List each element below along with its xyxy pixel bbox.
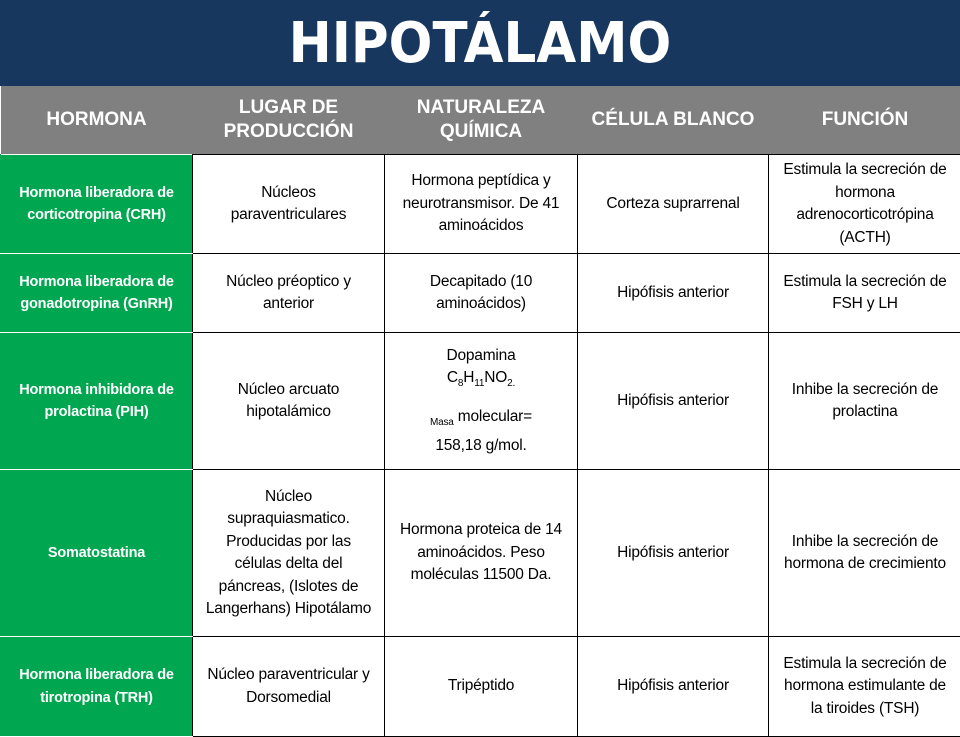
cell-hormona: Somatostatina (1, 470, 193, 637)
formula-sub: 8 (458, 379, 463, 390)
mass-label: molecular= (454, 408, 532, 425)
cell-lugar: Núcleos paraventriculares (193, 155, 385, 254)
table-row (1, 155, 960, 254)
cell-celula: Hipófisis anterior (578, 637, 769, 737)
header-funcion: FUNCIÓN (769, 86, 960, 155)
table-row (1, 333, 960, 470)
table-row (1, 637, 960, 737)
dopamine-formula (395, 367, 567, 396)
cell-naturaleza (385, 333, 578, 470)
cell-funcion: Inhibe la secreción de prolactina (769, 333, 960, 470)
mass-value: 158,18 g/mol. (395, 435, 567, 458)
cell-naturaleza: Hormona proteica de 14 aminoácidos. Peso moléculas 11500 Da. (385, 470, 578, 637)
cell-celula: Corteza suprarrenal (578, 155, 769, 254)
hormone-table (0, 86, 960, 737)
mass-prefix: Masa (430, 417, 454, 428)
page-title: HIPOTÁLAMO (289, 11, 672, 76)
header-lugar: LUGAR DE PRODUCCIÓN (193, 86, 385, 155)
cell-celula: Hipófisis anterior (578, 254, 769, 333)
cell-lugar: Núcleo paraventricular y Dorsomedial (193, 637, 385, 737)
header-naturaleza: NATURALEZA QUÍMICA (385, 86, 578, 155)
cell-celula: Hipófisis anterior (578, 333, 769, 470)
cell-naturaleza: Tripéptido (385, 637, 578, 737)
title-bar (0, 0, 960, 86)
formula-no: NO (484, 369, 507, 386)
formula-c: C (447, 369, 458, 386)
cell-hormona: Hormona inhibidora de prolactina (PIH) (1, 333, 193, 470)
cell-lugar: Núcleo supraquiasmatico. Producidas por las células delta del páncreas, (Islotes de Langerhans) Hipotálamo (193, 470, 385, 637)
table-header-row (1, 86, 960, 155)
table-row (1, 470, 960, 637)
cell-hormona: Hormona liberadora de gonadotropina (GnRH) (1, 254, 193, 333)
cell-naturaleza: Decapitado (10 aminoácidos) (385, 254, 578, 333)
cell-lugar: Núcleo préoptico y anterior (193, 254, 385, 333)
cell-hormona: Hormona liberadora de tirotropina (TRH) (1, 637, 193, 737)
cell-funcion: Estimula la secreción de hormona estimulante de la tiroides (TSH) (769, 637, 960, 737)
table-row (1, 254, 960, 333)
cell-hormona: Hormona liberadora de corticotropina (CRH) (1, 155, 193, 254)
cell-celula: Hipófisis anterior (578, 470, 769, 637)
cell-funcion: Estimula la secreción de FSH y LH (769, 254, 960, 333)
formula-sub: 11 (474, 379, 484, 390)
dopamine-name: Dopamina (395, 345, 567, 368)
header-hormona: HORMONA (1, 86, 193, 155)
formula-h: H (463, 369, 474, 386)
cell-funcion: Inhibe la secreción de hormona de crecimiento (769, 470, 960, 637)
cell-funcion: Estimula la secreción de hormona adrenocorticotrópina (ACTH) (769, 155, 960, 254)
formula-sub: 2. (507, 379, 515, 390)
header-celula: CÉLULA BLANCO (578, 86, 769, 155)
cell-lugar: Núcleo arcuato hipotalámico (193, 333, 385, 470)
molar-mass (395, 406, 567, 435)
cell-naturaleza: Hormona peptídica y neurotransmisor. De 41 aminoácidos (385, 155, 578, 254)
